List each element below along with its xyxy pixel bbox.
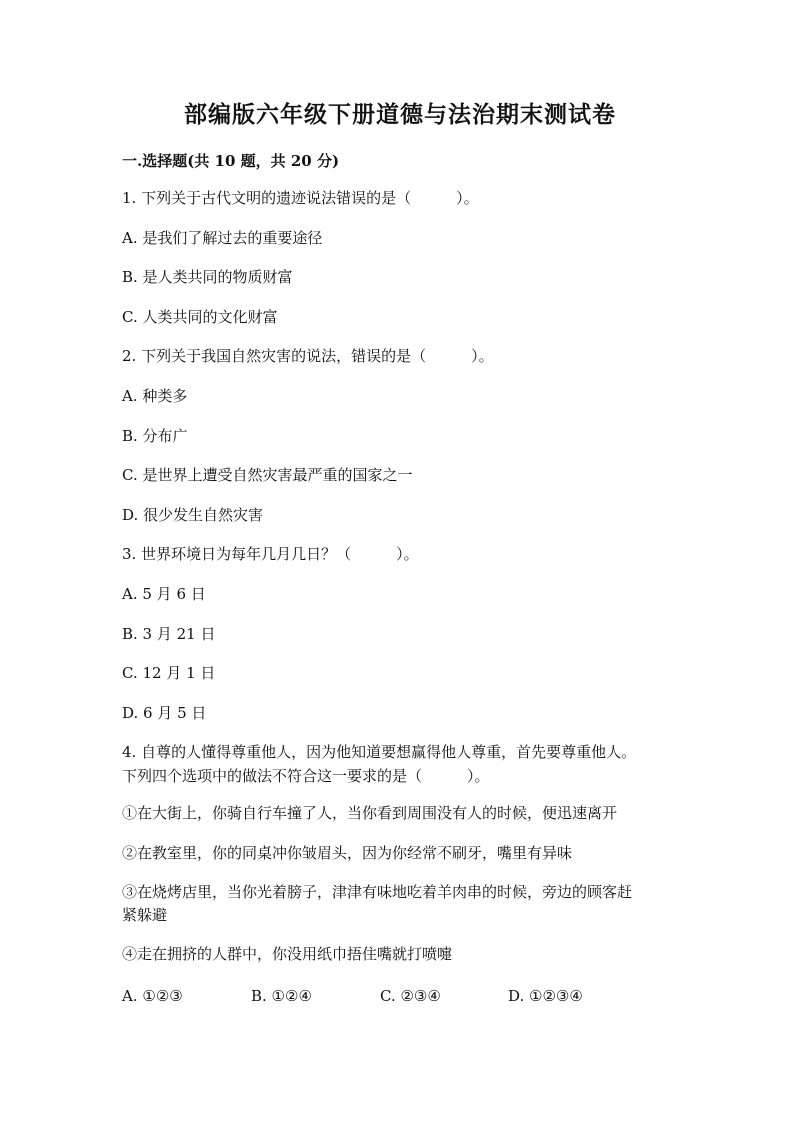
- question-4-item-3-line-2: 紧躲避: [122, 906, 168, 924]
- question-4-stem-line-2: 下列四个选项中的做法不符合这一要求的是（ ）。: [122, 767, 490, 785]
- section-heading: 一.选择题(共 10 题，共 20 分): [122, 152, 340, 170]
- question-4-item-2: ②在教室里，你的同桌冲你皱眉头，因为你经常不刷牙，嘴里有异味: [122, 844, 573, 862]
- question-3-stem: 3. 世界环境日为每年几月几日？（ ）。: [122, 545, 419, 563]
- question-4-item-4: ④走在拥挤的人群中，你没用纸巾捂住嘴就打喷嚏: [122, 945, 453, 963]
- question-4-item-3-line-1: ③在烧烤店里，当你光着膀子，津津有味地吃着羊肉串的时候，旁边的顾客赶: [122, 883, 633, 901]
- question-4-option-d: D. ①②③④: [508, 987, 583, 1005]
- question-3-option-a: A. 5 月 6 日: [122, 585, 206, 603]
- question-4-option-c: C. ②③④: [380, 987, 441, 1005]
- question-4-item-1: ①在大街上，你骑自行车撞了人，当你看到周围没有人的时候，便迅速离开: [122, 804, 618, 822]
- question-2-option-c: C. 是世界上遭受自然灾害最严重的国家之一: [122, 466, 413, 484]
- question-3-option-c: C. 12 月 1 日: [122, 664, 216, 682]
- question-2-option-a: A. 种类多: [122, 387, 188, 405]
- question-2-option-b: B. 分布广: [122, 427, 188, 445]
- question-1-stem: 1. 下列关于古代文明的遗迹说法错误的是（ ）。: [122, 189, 479, 207]
- question-2-option-d: D. 很少发生自然灾害: [122, 506, 264, 524]
- question-2-stem: 2. 下列关于我国自然灾害的说法，错误的是（ ）。: [122, 347, 494, 365]
- question-1-option-c: C. 人类共同的文化财富: [122, 308, 278, 326]
- question-3-option-d: D. 6 月 5 日: [122, 704, 207, 722]
- question-1-option-a: A. 是我们了解过去的重要途径: [122, 229, 323, 247]
- question-4-stem-line-1: 4. 自尊的人懂得尊重他人，因为他知道要想赢得他人尊重，首先要尊重他人。: [122, 743, 637, 761]
- question-4-option-b: B. ①②④: [251, 987, 312, 1005]
- page-title: 部编版六年级下册道德与法治期末测试卷: [184, 101, 616, 128]
- question-4-option-a: A. ①②③: [122, 987, 183, 1005]
- question-3-option-b: B. 3 月 21 日: [122, 625, 216, 643]
- question-1-option-b: B. 是人类共同的物质财富: [122, 268, 293, 286]
